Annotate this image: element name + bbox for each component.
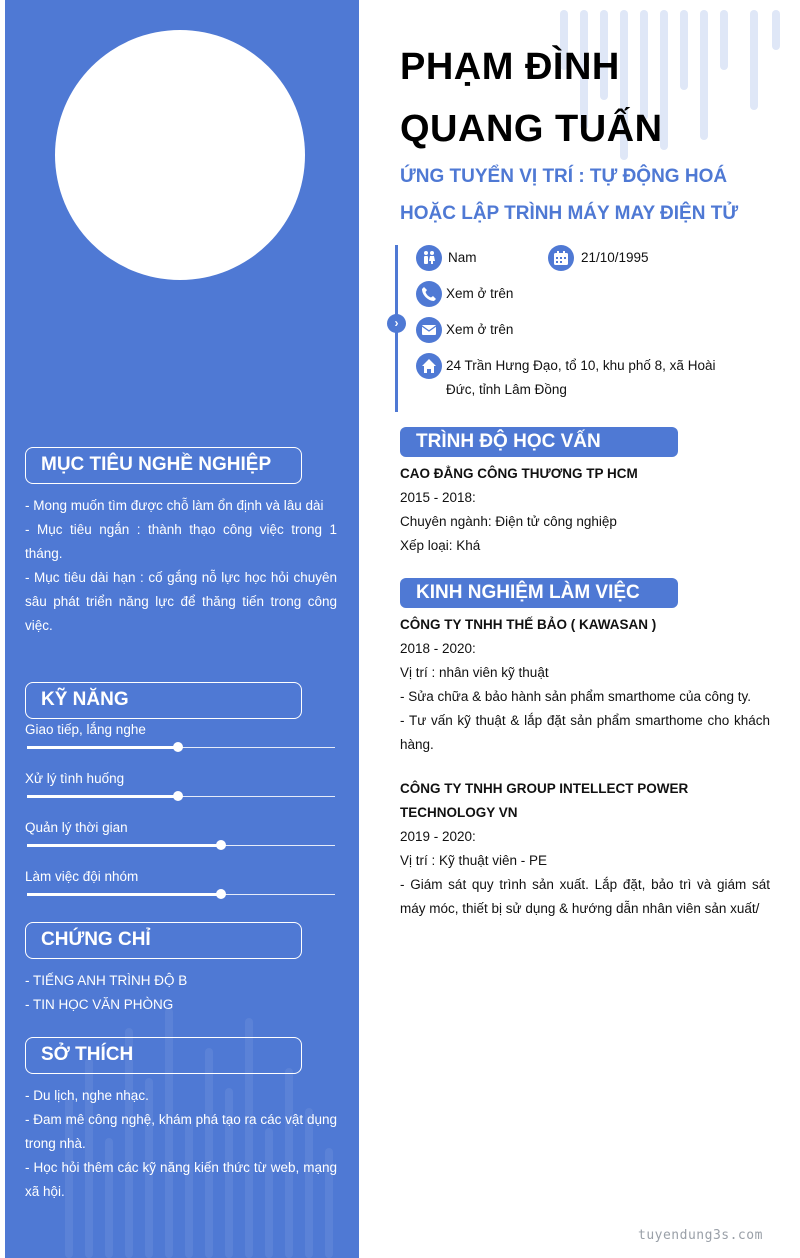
career-goal-item: - Mục tiêu dài hạn : cố gắng nỗ lực học hỏi chuyên sâu phát triển năng lực để thăng tiến trong công việc. [25, 570, 337, 633]
skill-item [25, 820, 337, 835]
name-line: QUANG TUẤN [400, 108, 663, 150]
skill-label: Làm việc đội nhóm [25, 869, 139, 884]
skill-knob [216, 840, 226, 850]
skill-item [25, 771, 337, 786]
phone-icon [416, 281, 442, 307]
skill-label: Giao tiếp, lắng nghe [25, 722, 146, 737]
job-duty: - Sửa chữa & bảo hành sản phẩm smarthome của công ty. [400, 689, 752, 704]
skill-knob [173, 791, 183, 801]
skill-label: Xử lý tình huống [25, 771, 125, 786]
job-role: Vị trí : nhân viên kỹ thuật [400, 665, 549, 680]
experience-heading: KINH NGHIỆM LÀM VIỆC [400, 578, 678, 608]
avatar [55, 30, 305, 280]
skill-label: Quản lý thời gian [25, 820, 128, 835]
career-goal-heading: MỤC TIÊU NGHỀ NGHIỆP [25, 447, 302, 484]
job-duty: - Tư vấn kỹ thuật & lắp đặt sản phẩm smarthome cho khách hàng. [400, 713, 770, 752]
skill-fill [27, 893, 221, 896]
career-goal-item: - Mong muốn tìm được chỗ làm ổn định và lâu dài [25, 498, 324, 513]
chevron-right-icon: › [387, 314, 406, 333]
certificate-item: - TIN HỌC VĂN PHÒNG [25, 997, 174, 1012]
email-icon [416, 317, 442, 343]
address-line: 24 Trần Hưng Đạo, tổ 10, khu phố 8, xã Hoài [446, 358, 716, 373]
birthdate-value: 21/10/1995 [581, 250, 649, 265]
education-heading: TRÌNH ĐỘ HỌC VẤN [400, 427, 678, 457]
education-period: 2015 - 2018: [400, 490, 476, 505]
job-role: Vị trí : Kỹ thuật viên - PE [400, 853, 548, 868]
applied-position [400, 158, 790, 232]
hobby-item: - Học hỏi thêm các kỹ năng kiến thức từ web, mạng xã hội. [25, 1160, 337, 1199]
job-period: 2019 - 2020: [400, 829, 476, 844]
candidate-name [400, 36, 730, 160]
experience-job [400, 613, 770, 757]
certificates-text [25, 969, 337, 1017]
education-major: Chuyên ngành: Điện tử công nghiệp [400, 514, 617, 529]
watermark: tuyendung3s.com [638, 1228, 763, 1243]
name-line: PHẠM ĐÌNH [400, 46, 620, 88]
skill-fill [27, 844, 221, 847]
company-name: CÔNG TY TNHH GROUP INTELLECT POWER TECHNOLOGY VN [400, 781, 689, 820]
certificate-item: - TIẾNG ANH TRÌNH ĐỘ B [25, 973, 188, 988]
job-period: 2018 - 2020: [400, 641, 476, 656]
education-grade: Xếp loại: Khá [400, 538, 481, 553]
skill-knob [173, 742, 183, 752]
certificates-heading: CHỨNG CHỈ [25, 922, 302, 959]
address-line: Đức, tỉnh Lâm Đồng [446, 382, 567, 397]
skills-heading: KỸ NĂNG [25, 682, 302, 719]
company-name: CÔNG TY TNHH THẾ BẢO ( KAWASAN ) [400, 617, 657, 632]
career-goal-item: - Mục tiêu ngắn : thành thạo công việc trong 1 tháng. [25, 522, 337, 561]
gender-value: Nam [448, 250, 477, 265]
phone-value: Xem ở trên [446, 286, 514, 301]
career-goal-text [25, 494, 337, 638]
skill-item [25, 869, 337, 884]
position-line: HOẶC LẬP TRÌNH MÁY MAY ĐIỆN TỬ [400, 203, 739, 224]
sidebar [5, 0, 359, 1258]
job-duty: - Giám sát quy trình sản xuất. Lắp đặt, bảo trì và giám sát máy móc, thiết bị sử dụng & hướng dẫn nhân viên sản xuất/ [400, 877, 770, 916]
home-icon [416, 353, 442, 379]
hobby-item: - Du lịch, nghe nhạc. [25, 1088, 149, 1103]
skill-fill [27, 795, 178, 798]
school-name: CAO ĐẲNG CÔNG THƯƠNG TP HCM [400, 466, 638, 481]
skill-knob [216, 889, 226, 899]
skill-item [25, 722, 337, 737]
education-block [400, 462, 770, 558]
address-value [446, 354, 746, 402]
position-line: ỨNG TUYỂN VỊ TRÍ : TỰ ĐỘNG HOÁ [400, 166, 728, 187]
hobbies-text [25, 1084, 337, 1204]
experience-job [400, 777, 770, 921]
calendar-icon [548, 245, 574, 271]
email-value: Xem ở trên [446, 322, 514, 337]
hobbies-heading: SỞ THÍCH [25, 1037, 302, 1074]
skill-fill [27, 746, 178, 749]
gender-icon [416, 245, 442, 271]
hobby-item: - Đam mê công nghệ, khám phá tạo ra các vật dụng trong nhà. [25, 1112, 337, 1151]
